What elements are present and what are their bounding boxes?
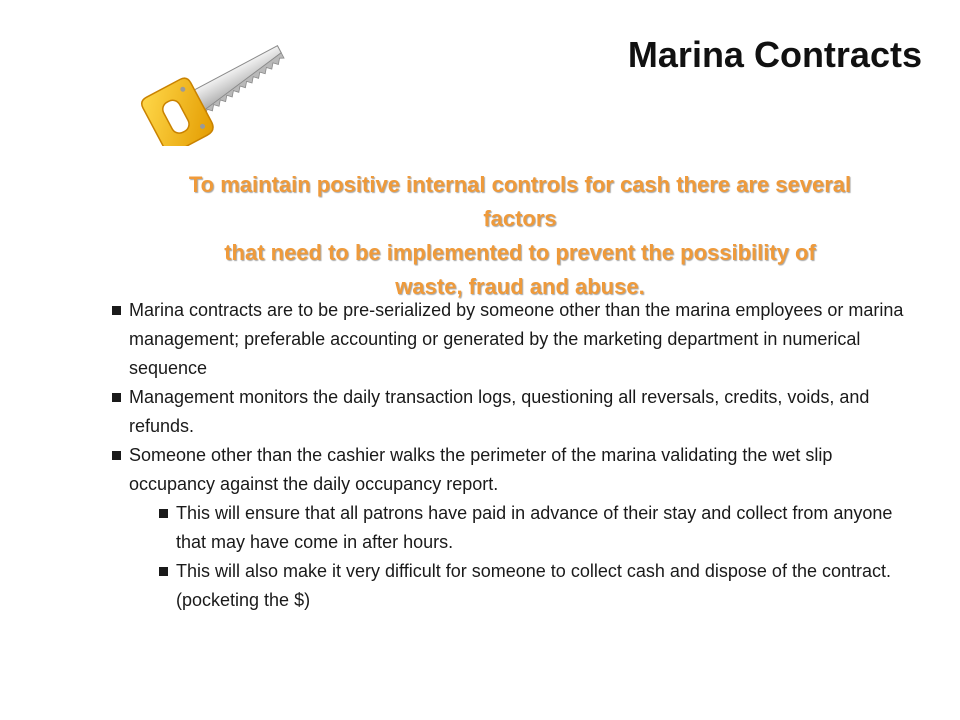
sub-bullet-item (159, 557, 912, 615)
slide-title: Marina Contracts (627, 34, 922, 75)
bullet-item (112, 296, 912, 383)
subtitle-line: that need to be implemented to prevent the possibility of (224, 240, 816, 265)
bullet-text: This will also make it very difficult for someone to collect cash and dispose of the contract. (pocketing the $) (176, 561, 891, 610)
square-bullet-icon (112, 306, 121, 315)
bullet-item (112, 383, 912, 441)
handsaw-icon (140, 36, 300, 146)
subtitle-line: To maintain positive internal controls for cash there are several factors (188, 172, 852, 231)
square-bullet-icon (159, 509, 168, 518)
bullet-item (112, 441, 912, 499)
bullet-text: This will ensure that all patrons have paid in advance of their stay and collect from anyone that may have come in after hours. (176, 503, 893, 552)
bullet-list (112, 296, 912, 615)
bullet-text: Marina contracts are to be pre-serialized by someone other than the marina employees or marina management; preferable accounting or generated by the marketing department in numerical sequence (129, 300, 904, 378)
square-bullet-icon (112, 451, 121, 460)
sub-bullet-item (159, 499, 912, 557)
square-bullet-icon (159, 567, 168, 576)
subtitle-line: waste, fraud and abuse. (395, 274, 645, 299)
subtitle (160, 168, 880, 304)
square-bullet-icon (112, 393, 121, 402)
bullet-text: Management monitors the daily transaction logs, questioning all reversals, credits, voids, and refunds. (129, 387, 870, 436)
bullet-text: Someone other than the cashier walks the perimeter of the marina validating the wet slip occupancy against the daily occupancy report. (129, 445, 833, 494)
